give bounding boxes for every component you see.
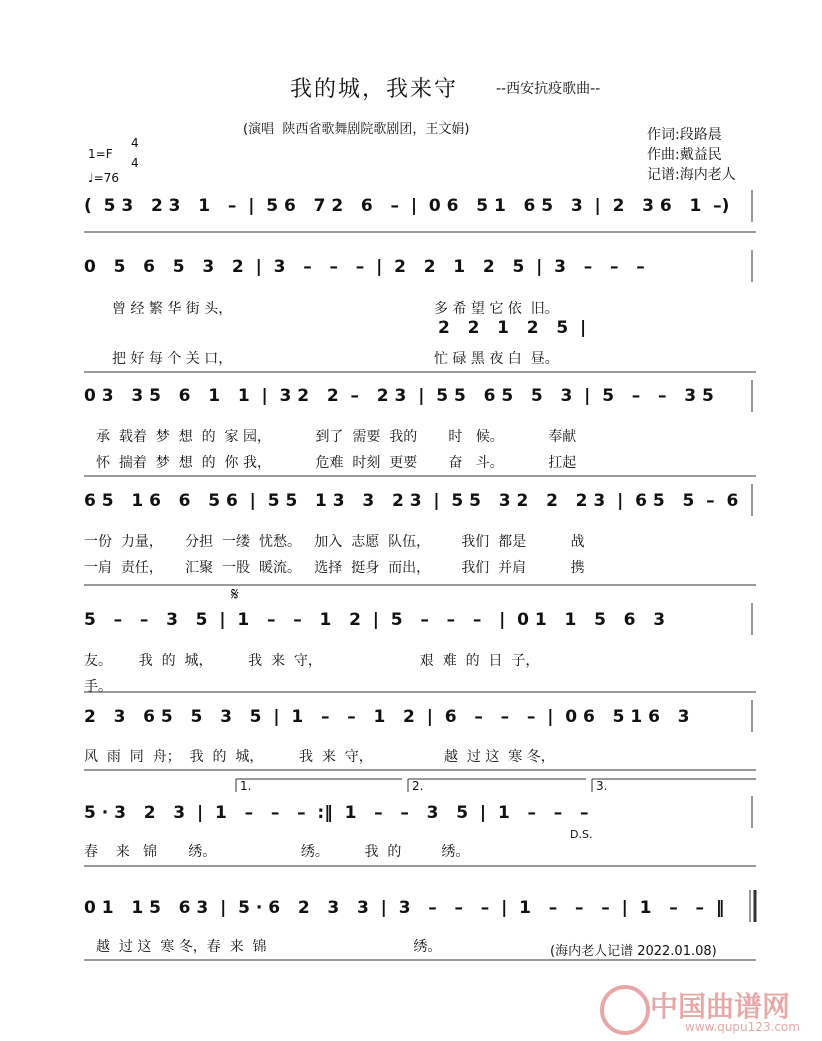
watermark-url: www.qupu123.com [685,1020,800,1034]
lyric-row-4b: 一肩 责任， 汇聚 一股 暖流。 选择 挺身 而出， 我们 并肩 携 [84,560,585,576]
song-subtitle: --西安抗疫歌曲-- [496,81,601,97]
lyric-row-2a-left: 曾 经 繁 华 街 头， [112,301,233,317]
volta-2-label: 2. [412,779,424,793]
notation-row-2: 0 5 6 5 3 2 | 3 – – – | 2 2 1 2 5 | 3 – – – [84,257,645,277]
notation-row-7: 5 · 3 2 3 | 1 – – – :‖ 1 – – 3 5 | 1 – – – [84,803,589,823]
performers: (演唱 陕西省歌舞剧院歌剧团，王文娟) [243,122,470,137]
notation-row-6: 2 3 6 5 5 3 5 | 1 – – 1 2 | 6 – – – | 0 6 5 1 6 3 [84,707,690,727]
lyric-row-4a: 一份 力量， 分担 一缕 忧愁。 加入 志愿 队伍， 我们 都是 战 [84,534,585,550]
lyric-row-7: 春 来 锦 绣。 绣。 我 的 绣。 [84,844,470,860]
lyric-row-2b-right: 忙 碌 黑 夜 白 昼。 [434,351,559,367]
notation-row-3: 0 3 3 5 6 1 1 | 3 2 2 – 2 3 | 5 5 6 5 5 3 | 5 – – 3 5 [84,386,714,406]
lyric-row-5a: 友。 我 的 城， 我 来 守， 艰 难 的 日 子， [84,653,540,669]
watermark-logo-text: 中国曲谱网 [650,990,791,1023]
volta-1-label: 1. [240,779,252,793]
lyric-row-5b: 手。 [84,679,112,695]
time-signature-top: 4 [131,136,139,150]
time-signature-bottom: 4 [131,156,139,170]
notation-row-8: 0 1 1 5 6 3 | 5 · 6 2 3 3 | 3 – – – | 1 – – – | 1 – – ‖ [84,898,725,918]
notation-row-1: ( 5 3 2 3 1 – | 5 6 7 2 6 – | 0 6 5 1 6 5 3 | 2 3 6 1 –) [84,196,730,216]
notation-row-5: 5 – – 3 5 | 1 – – 1 2 | 5 – – – | 0 1 1 5 6 3 [84,610,666,630]
lyric-row-2a-right: 多 希 望 它 依 旧。 [434,301,559,317]
segno-sign: 𝄋 [231,584,239,605]
dal-segno-mark: D.S. [570,828,593,841]
tempo-marking: ♩=76 [88,171,119,185]
volta-3-label: 3. [596,779,608,793]
transcriber: 记谱:海内老人 [647,167,736,183]
lyric-row-8: 越 过 这 寒 冬，春 来 锦 绣。 [96,939,442,955]
song-title: 我的城，我来守 [290,77,459,102]
lyric-row-3a: 承 载着 梦 想 的 家 园， 到了 需要 我的 时 候。 奉献 [96,429,577,445]
lyric-row-3b: 怀 揣着 梦 想 的 你 我， 危难 时刻 更要 奋 斗。 扛起 [96,455,577,471]
key-signature: 1=F [88,147,113,161]
notation-row-4: 6 5 1 6 6 5 6 | 5 5 1 3 3 2 3 | 5 5 3 2 2 2 3 | 6 5 5 – 6 [84,491,739,511]
lyricist: 作词:段路晨 [647,127,722,143]
composer: 作曲:戴益民 [647,147,722,163]
lyric-row-6: 风 雨 同 舟； 我 的 城， 我 来 守， 越 过 这 寒 冬， [84,749,555,765]
lyric-row-2b-left: 把 好 每 个 关 口， [112,351,233,367]
transcription-note: (海内老人记谱 2022.01.08) [550,944,717,959]
notation-row-2-alt: 2 2 1 2 5 | [438,318,587,338]
